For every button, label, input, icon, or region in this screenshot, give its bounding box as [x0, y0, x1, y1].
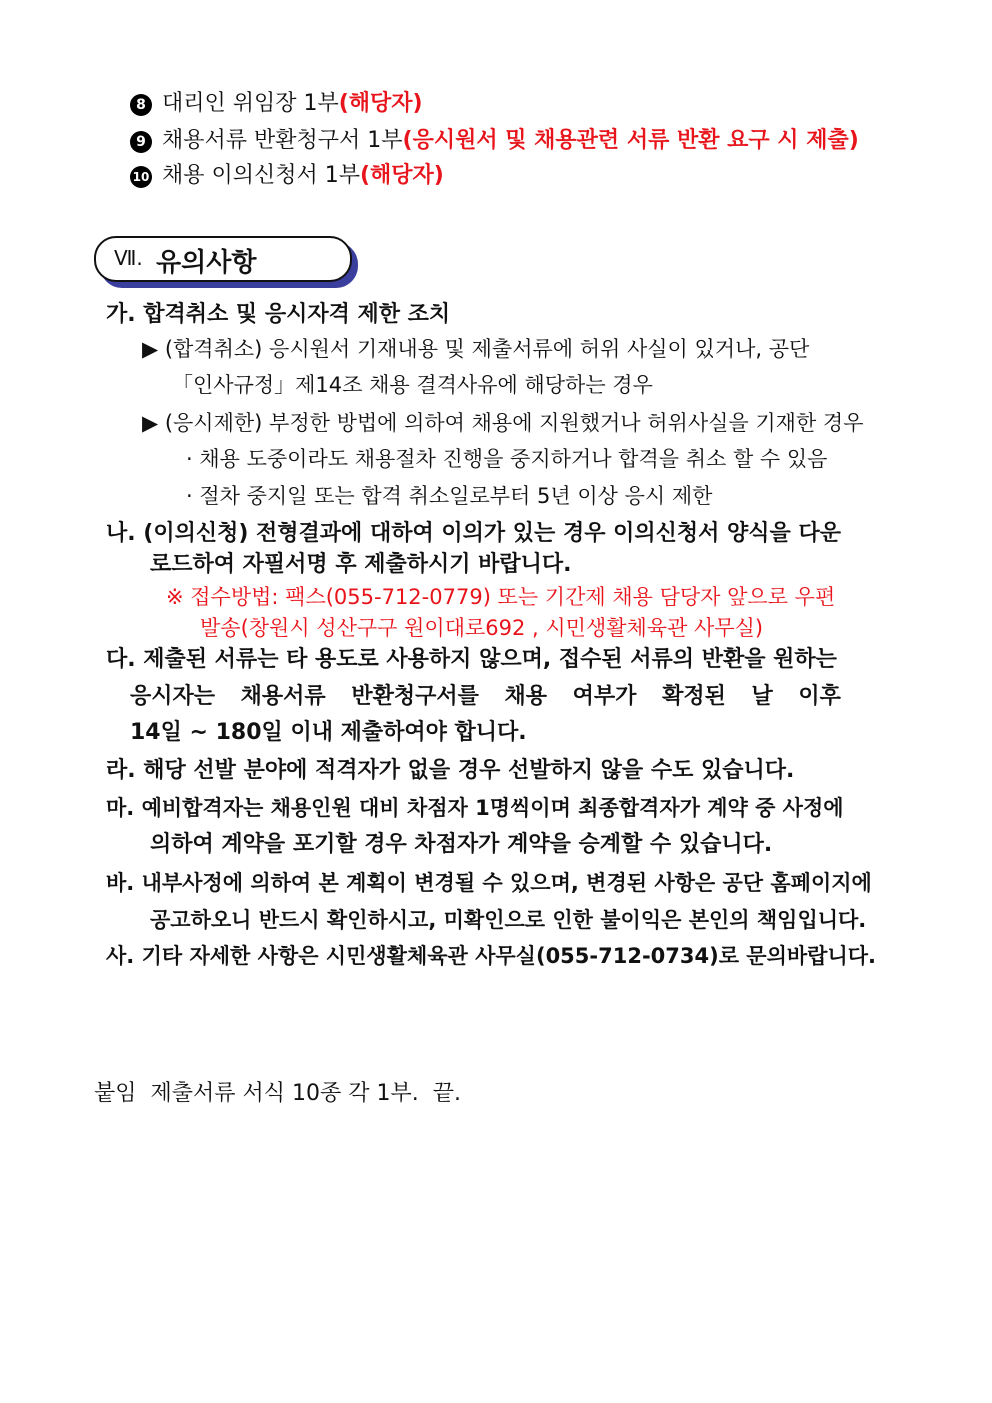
sa-line: 사. 기타 자세한 사항은 시민생활체육관 사무실(055-712-0734)로 문의바랍니다. [106, 944, 877, 968]
section-number: Ⅶ. [114, 246, 143, 270]
item-10 [130, 161, 444, 191]
item-8 [130, 89, 423, 119]
item-text: 채용서류 반환청구서 1부 [162, 128, 403, 153]
da-line-2: 응시자는 채용서류 반환청구서를 채용 여부가 확정된 날 이후 [130, 684, 841, 709]
ra-line: 라. 해당 선발 분야에 적격자가 없을 경우 선발하지 않을 수도 있습니다. [106, 758, 795, 783]
ga-bullet-1-line-1: ▶ (합격취소) 응시원서 기재내용 및 제출서류에 허위 사실이 있거나, 공단 [142, 337, 810, 361]
item-text: 채용 이의신청서 1부 [162, 163, 360, 188]
ga-heading: 가. 합격취소 및 응시자격 제한 조치 [106, 302, 451, 327]
section-heading [94, 236, 352, 282]
ga-dot-1: · 채용 도중이라도 채용절차 진행을 중지하거나 합격을 취소 할 수 있음 [186, 447, 828, 471]
ba-line-1: 바. 내부사정에 의하여 본 계획이 변경될 수 있으며, 변경된 사항은 공단 홈페이지에 [106, 871, 872, 895]
ma-line-2: 의하여 계약을 포기할 경우 차점자가 계약을 승계할 수 있습니다. [150, 832, 773, 857]
ba-line-2: 공고하오니 반드시 확인하시고, 미확인으로 인한 불이익은 본인의 책임입니다. [150, 908, 867, 932]
ga-bullet-2: ▶ (응시제한) 부정한 방법에 의하여 채용에 지원했거나 허위사실을 기재한 경우 [142, 411, 864, 435]
da-line-3: 14일 ~ 180일 이내 제출하여야 합니다. [130, 720, 527, 745]
circled-number: 8 [130, 94, 152, 116]
na-note-line-1: ※ 접수방법: 팩스(055-712-0779) 또는 기간제 채용 담당자 앞으로 우편 [166, 585, 836, 609]
attachment-note: 붙임 제출서류 서식 10종 각 1부. 끝. [94, 1081, 461, 1106]
na-note-line-2: 발송(창원시 성산구구 원이대로692 , 시민생활체육관 사무실) [200, 616, 764, 640]
ga-dot-2: · 절차 중지일 또는 합격 취소일로부터 5년 이상 응시 제한 [186, 484, 713, 508]
item-text: 대리인 위임장 1부 [162, 91, 339, 116]
ma-line-1: 마. 예비합격자는 채용인원 대비 차점자 1명씩이며 최종합격자가 계약 중 사정에 [106, 796, 844, 820]
circled-number: 9 [130, 131, 152, 153]
ga-bullet-1-line-2: 「인사규정」제14조 채용 결격사유에 해당하는 경우 [172, 373, 653, 397]
item-note: (해당자) [338, 91, 423, 116]
circled-number: 10 [130, 166, 152, 188]
na-line-1: 나. (이의신청) 전형결과에 대하여 이의가 있는 경우 이의신청서 양식을 다운 [106, 521, 841, 546]
section-title: 유의사항 [156, 248, 257, 278]
item-note: (해당자) [360, 163, 444, 188]
item-note: (응시원서 및 채용관련 서류 반환 요구 시 제출) [402, 128, 859, 153]
item-9 [130, 126, 859, 156]
na-line-2: 로드하여 자필서명 후 제출하시기 바랍니다. [150, 552, 572, 577]
da-line-1: 다. 제출된 서류는 타 용도로 사용하지 않으며, 접수된 서류의 반환을 원하는 [106, 647, 837, 672]
